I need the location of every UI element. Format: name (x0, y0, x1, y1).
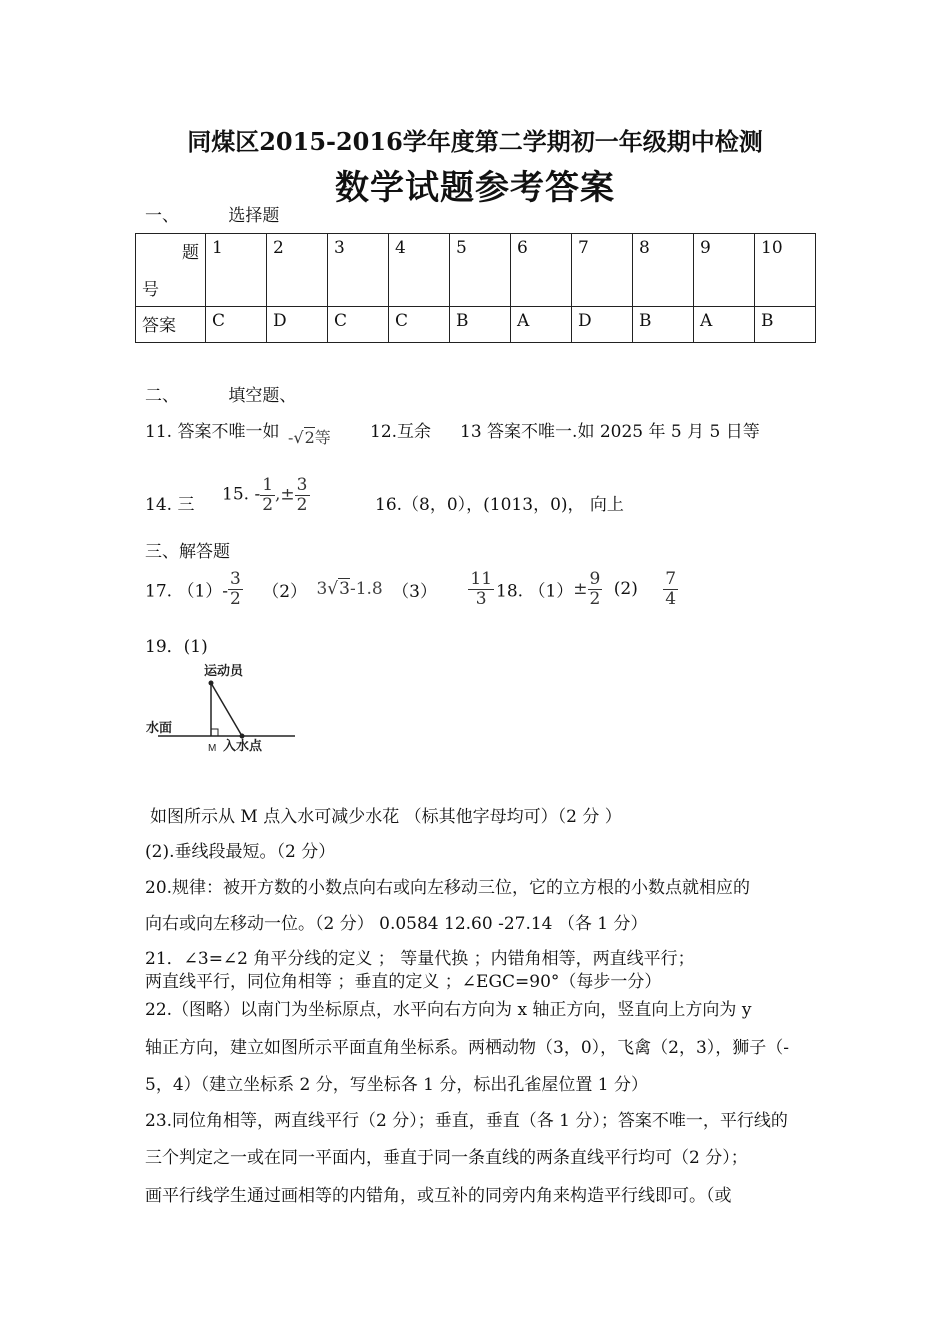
answer-q22-line1: 22.（图略）以南门为坐标原点，水平向右方向为 x 轴正方向，竖直向上方向为 y (145, 1000, 752, 1020)
answer-q17: 17. （1）- $\frac{3}{2}$ （2） 3√3-1.8 （3） $\frac{11}{3}$ (145, 569, 493, 609)
point-m-label: M (208, 743, 217, 754)
table-cell: 6 (511, 234, 572, 307)
table-cell: B (450, 307, 511, 343)
entry-label: 入水点 (223, 738, 263, 753)
page-subtitle: 数学试题参考答案 (335, 168, 615, 208)
athlete-point (209, 681, 214, 686)
answer-q11-expression: -√2等 (288, 428, 331, 447)
answer-q21-line1: 21．∠3=∠2 角平分线的定义 ； 等量代换 ；内错角相等，两直线平行； (145, 949, 695, 969)
section2-title: 填空题、 (228, 386, 297, 406)
answer-q17-part2-expression: 3√3-1.8 (316, 579, 383, 600)
table-cell: 9 (694, 234, 755, 307)
water-label: 水面 (146, 720, 173, 735)
table-cell: A (694, 307, 755, 343)
table-cell: 8 (633, 234, 694, 307)
answer-q16: 16.（8，0），(1013，0)， 向上 (375, 495, 624, 515)
answer-q19-label: 19．(1) (145, 637, 208, 657)
section1-heading (145, 201, 279, 226)
table-cell: C (206, 307, 267, 343)
table-cell: B (755, 307, 816, 343)
table-cell: 2 (267, 234, 328, 307)
answer-q23-line2: 三个判定之一或在同一平面内，垂直于同一条直线的两条直线平行均可（2 分）； (145, 1148, 748, 1168)
answer-q18: 18. （1）± $\frac{9}{2}$ (2) $\frac{7}{4}$ (496, 569, 677, 609)
answer-q21-line2: 两直线平行，同位角相等 ；垂直的定义 ；∠EGC=90°（每步一分） (145, 972, 662, 992)
table-cell: 3 (328, 234, 389, 307)
answer-q20-line2: 向右或向左移动一位。（2 分） 0.0584 12.60 -27.14 （各 1 分） (145, 914, 648, 934)
table-row-numbers (136, 234, 816, 307)
table-cell: C (328, 307, 389, 343)
table-cell: 4 (389, 234, 450, 307)
table-row-label: 题 号 (136, 234, 206, 307)
page-title: 同煤区2015-2016学年度第二学期初一年级期中检测 (187, 127, 763, 156)
table-answer-label: 答案 (136, 307, 206, 343)
table-cell: C (389, 307, 450, 343)
right-angle-mark (211, 729, 218, 736)
answer-q19-text: 如图所示从 M 点入水可减少水花 （标其他字母均可）（2 分 ） (150, 807, 622, 827)
athlete-label: 运动员 (204, 663, 244, 678)
table-cell: B (633, 307, 694, 343)
table-cell: D (267, 307, 328, 343)
table-cell: 10 (755, 234, 816, 307)
table-cell: 5 (450, 234, 511, 307)
answer-q13: 13 答案不唯一.如 2025 年 5 月 5 日等 (460, 422, 760, 442)
table-row-answers (136, 307, 816, 343)
table-cell: 7 (572, 234, 633, 307)
section2-number: 二、 (145, 386, 179, 406)
section2-heading (145, 381, 296, 406)
answer-q22-line2: 轴正方向，建立如图所示平面直角坐标系。两栖动物（3，0），飞禽（2，3），狮子（- (145, 1038, 790, 1058)
answer-q11: 11. 答案不唯一如 (145, 422, 280, 442)
answer-q14: 14. 三 (145, 495, 195, 515)
section1-title: 选择题 (228, 206, 280, 226)
table-cell: 1 (206, 234, 267, 307)
answer-q19-part2: (2).垂线段最短。（2 分） (145, 842, 336, 862)
section3-heading: 三、解答题 (145, 542, 230, 562)
diving-diagram (140, 658, 310, 758)
section1-number: 一、 (145, 206, 179, 226)
answer-table (135, 233, 816, 343)
answer-q23-line1: 23.同位角相等，两直线平行（2 分）；垂直，垂直（各 1 分）；答案不唯一，平行线的 (145, 1111, 788, 1131)
answer-q20-line1: 20.规律：被开方数的小数点向右或向左移动三位，它的立方根的小数点就相应的 (145, 878, 751, 898)
table-cell: D (572, 307, 633, 343)
answer-q22-line3: 5，4）（建立坐标系 2 分，写坐标各 1 分，标出孔雀屋位置 1 分） (145, 1075, 649, 1095)
answer-q12: 12.互余 (370, 422, 432, 442)
table-cell: A (511, 307, 572, 343)
answer-q23-line3: 画平行线学生通过画相等的内错角，或互补的同旁内角来构造平行线即可。（或 (145, 1186, 732, 1206)
answer-q15: 15. - $\frac{1}{2}$ ,± $\frac{3}{2}$ (222, 475, 308, 515)
slanted-line (211, 683, 242, 736)
